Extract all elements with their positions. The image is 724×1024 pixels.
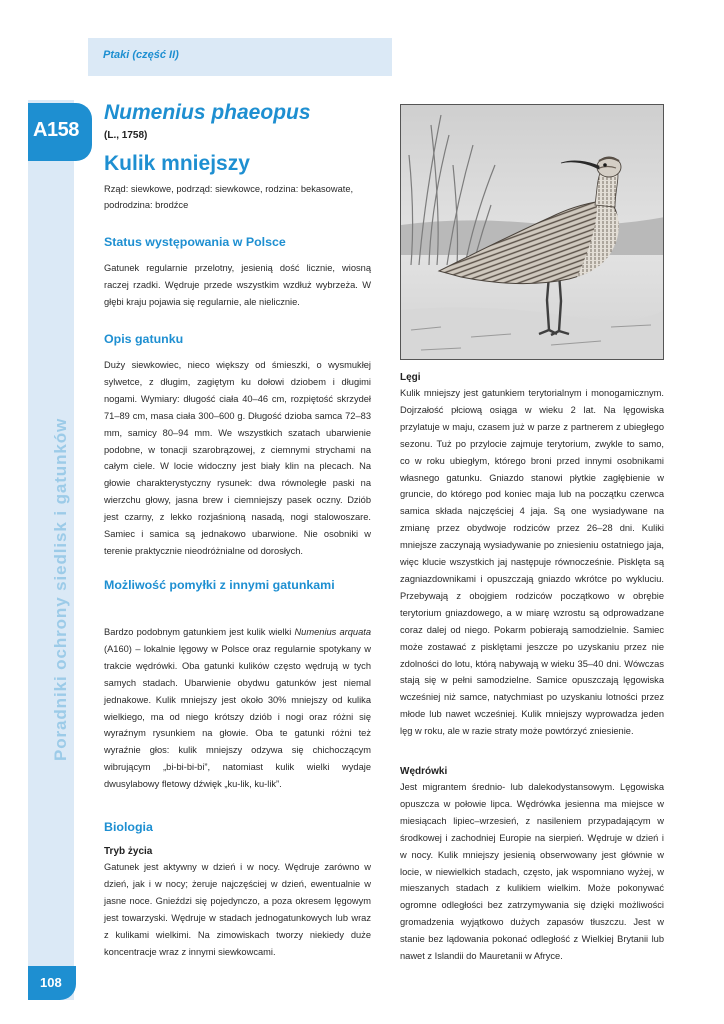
confusion-heading: Możliwość pomyłki z innymi gatunkami — [104, 578, 335, 592]
bird-eye — [603, 163, 607, 167]
page-number: 108 — [40, 975, 62, 990]
section-title: Ptaki (część II) — [103, 49, 179, 61]
migration-text: Jest migrantem średnio- lub dalekodystansowym. Lęgowiska opuszcza w połowie lipca. Wędrówka jesienna ma miejsce w miesiącach lipiec–wrzesień, z nasileniem przypadającym w środkowej i zachodniej Europie na sierpień. Wędruje w dzień i w nocy. Kulik mniejszy jesienią obserwowany jest głównie w locie, w niewielkich stadach, często, jak wspomniano wyżej, w mieszanych stadach z kulikiem wielkim. Może pokonywać ogromne odległości bez zatrzymywania się dzięki możliwości gromadzenia wyjątkowo dużych zapasów tłuszczu. Jest w stanie bez lądowania pokonać odległość z Wielkiej Brytanii lub nawet z Islandii do Mauretanii w Afryce. — [400, 782, 664, 962]
whimbrel-drawing — [401, 105, 664, 360]
migration-heading: Wędrówki — [400, 766, 448, 777]
description-section — [104, 357, 371, 560]
status-text: Gatunek regularnie przelotny, jesienią dość licznie, wiosną raczej rzadki. Wędruje przede wszystkim wzdłuż wybrzeża. W głębi kraju pojawia się regularnie, ale nielicznie. — [104, 263, 371, 307]
migration-section — [400, 779, 664, 965]
status-heading: Status występowania w Polsce — [104, 235, 286, 249]
confusion-section — [104, 624, 371, 793]
page-number-tab — [28, 966, 76, 1000]
common-name: Kulik mniejszy — [104, 152, 250, 175]
description-heading: Opis gatunku — [104, 332, 184, 346]
description-text: Duży siewkowiec, nieco większy od śmieszki, o wysmukłej sylwetce, z długim, zagiętym ku dołowi dziobem i długimi nogami. Wymiary: długość ciała 40–46 cm, rozpiętość skrzydeł 71–89 cm, masa ciała 300–600 g. Długość dzioba samca 72–83 mm, samicy 80–94 mm. We wszystkich szatach ubarwienie podobne, w tonacji szarobrązowej, z ciemnymi strychami na całym ciele. W locie widoczny jest biały klin na plecach. Na głowie charakterystyczny rysunek: dwa równoległe paski na wierzchu głowy, jasna brew i ciemniejszy pasek oczny. Dziób jest czarny, z lekko rozjaśnioną nasadą, nogi stalowoszare. Samiec i samica są jednakowo ubarwione. Nie osobniki w terenie praktycznie nieodróżnialne od dorosłych. — [104, 360, 371, 556]
series-title-text: Poradniki ochrony siedlisk i gatunków — [51, 417, 70, 761]
confusion-text: Bardzo podobnym gatunkiem jest kulik wielki Numenius arquata (A160) – lokalnie lęgowy w Polsce oraz regularnie spotykany w trakcie wędrówki. Oba gatunki kulików często wędrują w tych samych stadach. Ubarwienie obydwu gatunków jest niemal jednakowe. Kulik mniejszy jest około 30% mniejszy od kulika wielkiego, ma od niego krótszy dziób i nogi oraz różni się wyraźnym rysunkiem na głowie. Oba te gatunki różni też wyraźnie głos: kulik mniejszy odzywa się chichoczącym wibrującym „bi-bi-bi-bi”, natomiast kulik wielki wydaje dwusylabowy fletowy dźwięk „ku-lik, ku-lik”. — [104, 627, 372, 790]
breeding-heading: Lęgi — [400, 372, 421, 383]
latin-name: Numenius phaeopus — [104, 101, 311, 124]
species-author: (L., 1758) — [104, 130, 148, 141]
status-section — [104, 260, 371, 311]
taxonomy: Rząd: siewkowe, podrząd: siewkowce, rodzina: bekasowate, podrodzina: brodźce — [104, 184, 354, 210]
biology-heading: Biologia — [104, 820, 153, 834]
life-text: Gatunek jest aktywny w dzień i w nocy. Wędruje zarówno w dzień, jak i w nocy; żeruje najczęściej w dzień, ewentualnie w jasne noce. Gnieździ się pojedynczo, a poza okresem lęgowym jest towarzyski. Wędruje w stadach jednogatunkowych lub wraz z kulikami wielkimi. Na zimowiskach tworzy niekiedy duże koncentracje wraz z innymi siewkowcami. — [104, 862, 371, 957]
confusion-latin-name: Numenius arquata — [294, 627, 372, 637]
species-code-tab — [28, 103, 92, 161]
life-section — [104, 859, 371, 960]
breeding-text: Kulik mniejszy jest gatunkiem terytorialnym i monogamicznym. Dojrzałość płciową osiąga w wieku 2 lat. Na lęgowiska przylatuje w maju, czasem już w parze z partnerem z ubiegłego sezonu. Tuż po przylocie zajmuje terytorium, zwykle to samo, co w roku ubiegłym, którego broni przed innymi osobnikami własnego gatunku. Gniazdo stanowi płytkie zagłębienie w gruncie, do którego pod koniec maja lub na początku czerwca samica składa najczęściej 4 jaja. Są one wysiadywane na zmianę przez obydwoje rodziców przez 26–28 dni. Kuliki mniejsze zaczynają wysiadywanie po zniesieniu ostatniego jaja, więc klucie wszystkich jaj następuje równocześnie. Pisklęta są zagniazdownikami i opuszczają gniazdo wkrótce po wykluciu. Przebywają z obojgiem rodziców początkowo w obrębie terytorium gniazdowego, a w miarę wzrostu są odprowadzane coraz dalej od niego. Pokarm pobierają samodzielnie. Samiec może zostawać z pisklętami jeszcze po uzyskaniu przez nie zdolności do lotu, którą nabywają w wieku 35–40 dni. Wówczas stają się w pełni samodzielne. Samice opuszczają lęgowiska wcześniej niż samce, natychmiast po uzyskaniu lotności przez młode lub nawet wcześniej. Kulik mniejszy wyprowadza jeden lęg w roku, ale w razie straty może powtórzyć zniesienie. — [400, 388, 664, 737]
life-heading: Tryb życia — [104, 846, 153, 857]
species-code: A158 — [33, 119, 79, 141]
section-header — [88, 38, 392, 76]
breeding-section — [400, 385, 664, 740]
bird-illustration — [400, 104, 664, 360]
